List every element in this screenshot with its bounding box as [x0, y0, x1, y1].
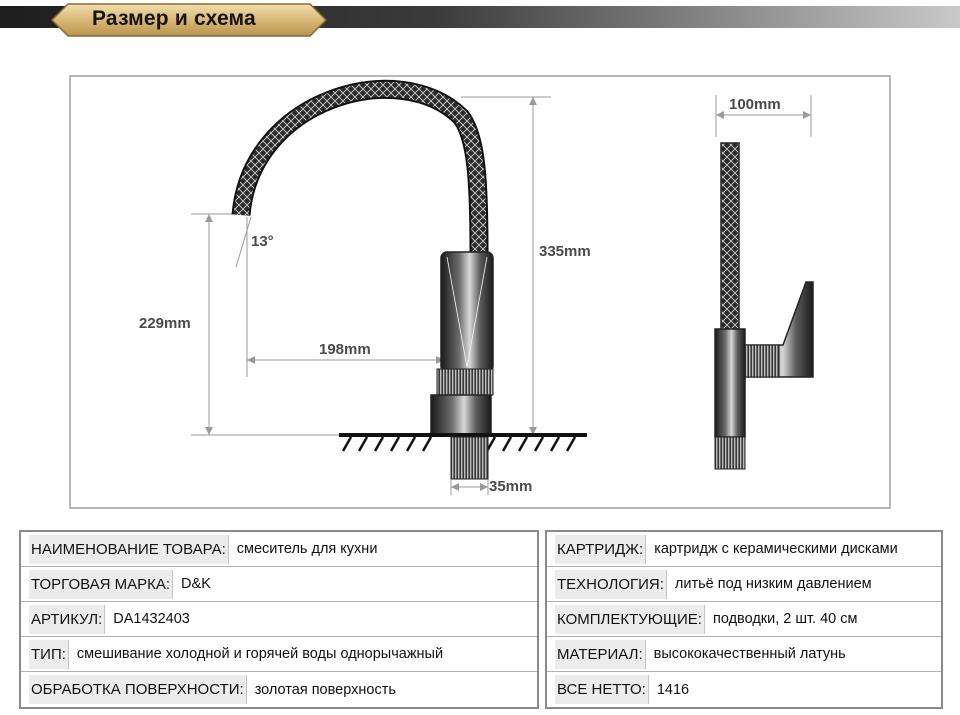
spec-value: картридж с керамическими дисками [654, 541, 898, 557]
spec-row [21, 637, 537, 672]
spec-value: золотая поверхность [254, 681, 396, 698]
spec-label: АРТИКУЛ: [29, 605, 105, 634]
spec-label: МАТЕРИАЛ: [555, 640, 646, 669]
spec-row [21, 567, 537, 602]
spec-value: смеситель для кухни [236, 541, 378, 557]
diagram-frame [69, 75, 891, 509]
spec-table-left [19, 530, 539, 709]
spec-value: 1416 [656, 681, 690, 698]
page-title: Размер и схема [92, 7, 256, 30]
spec-row [21, 602, 537, 637]
dimension-height-total: 335mm [539, 243, 591, 260]
spec-row [547, 567, 941, 602]
spec-label: КАРТРИДЖ: [555, 535, 646, 564]
dimension-reach: 198mm [319, 341, 371, 358]
spec-label: КОМПЛЕКТУЮЩИЕ: [555, 605, 705, 634]
spec-label: ТЕХНОЛОГИЯ: [555, 570, 667, 599]
spec-value: смешивание холодной и горячей воды однорычажный [76, 646, 444, 662]
spec-row [21, 672, 537, 707]
spec-value: высококачественный латунь [653, 646, 846, 662]
spec-value: литьё под низким давлением [674, 576, 872, 592]
spec-label: ВСЕ НЕТТО: [555, 675, 649, 704]
spec-row [547, 637, 941, 672]
spec-label: ТОРГОВАЯ МАРКА: [29, 570, 173, 599]
spec-label: НАИМЕНОВАНИЕ ТОВАРА: [29, 535, 229, 564]
dimension-angle: 13° [251, 233, 274, 250]
spec-table-right [545, 530, 943, 709]
spec-row [547, 672, 941, 707]
faucet-drawing [71, 77, 889, 507]
spec-value: DA1432403 [113, 611, 190, 627]
spec-row [21, 532, 537, 567]
dimension-base-diameter: 35mm [489, 478, 533, 495]
spec-row [547, 532, 941, 567]
spec-row [547, 602, 941, 637]
spec-value: D&K [181, 576, 211, 592]
spec-label: ТИП: [29, 640, 69, 669]
dimension-spout-height: 229mm [139, 315, 191, 332]
dimension-width-top: 100mm [729, 96, 781, 113]
spec-value: подводки, 2 шт. 40 см [712, 611, 858, 627]
spec-label: ОБРАБОТКА ПОВЕРХНОСТИ: [29, 675, 247, 704]
